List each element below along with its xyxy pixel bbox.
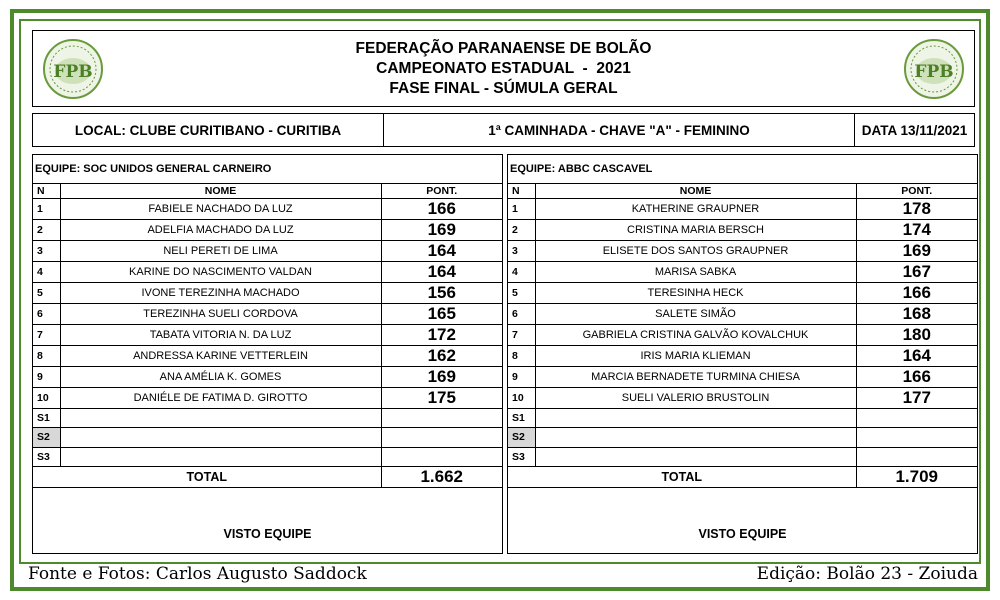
total-value: 1.709 — [856, 467, 977, 488]
col-header-pts: PONT. — [856, 184, 977, 198]
player-points: 178 — [856, 198, 977, 219]
total-row — [33, 467, 502, 488]
player-row — [33, 408, 502, 428]
player-number: 4 — [33, 261, 60, 282]
player-number: 3 — [33, 240, 60, 261]
local-box — [32, 113, 384, 147]
player-points: 165 — [381, 303, 502, 324]
player-number: 2 — [33, 219, 60, 240]
total-label: TOTAL — [33, 467, 381, 488]
event-box — [383, 113, 855, 147]
table-header-row — [33, 184, 502, 198]
player-row — [508, 240, 977, 261]
player-row — [33, 261, 502, 282]
player-name: IRIS MARIA KLIEMAN — [535, 345, 856, 366]
player-name — [535, 408, 856, 428]
total-row — [508, 467, 977, 488]
player-row — [508, 198, 977, 219]
player-name: KARINE DO NASCIMENTO VALDAN — [60, 261, 381, 282]
player-number: 1 — [508, 198, 535, 219]
player-number: 6 — [508, 303, 535, 324]
player-points: 164 — [381, 240, 502, 261]
player-number: 1 — [33, 198, 60, 219]
player-points: 156 — [381, 282, 502, 303]
player-name — [60, 428, 381, 448]
player-number: 9 — [33, 366, 60, 387]
player-number: S3 — [33, 447, 60, 467]
player-name: ADELFIA MACHADO DA LUZ — [60, 219, 381, 240]
player-name: ELISETE DOS SANTOS GRAUPNER — [535, 240, 856, 261]
player-points: 164 — [381, 261, 502, 282]
player-points — [856, 428, 977, 448]
player-name: CRISTINA MARIA BERSCH — [535, 219, 856, 240]
player-row — [508, 447, 977, 467]
player-number: 8 — [33, 345, 60, 366]
col-header-pts: PONT. — [381, 184, 502, 198]
player-number: 2 — [508, 219, 535, 240]
header-line-2: CAMPEONATO ESTADUAL - 2021 — [376, 60, 631, 77]
team-panel-right — [507, 154, 978, 554]
event-label: 1ª CAMINHADA - CHAVE "A" - FEMININO — [488, 122, 750, 138]
table-header-row — [508, 184, 977, 198]
source-credit: Fonte e Fotos: Carlos Augusto Saddock — [28, 564, 367, 584]
col-header-n: N — [33, 184, 60, 198]
player-points: 175 — [381, 387, 502, 408]
player-name: GABRIELA CRISTINA GALVÃO KOVALCHUK — [535, 324, 856, 345]
player-name — [60, 408, 381, 428]
player-row — [508, 345, 977, 366]
score-table — [508, 184, 977, 488]
player-row — [508, 324, 977, 345]
player-row — [33, 219, 502, 240]
player-name: FABIELE NACHADO DA LUZ — [60, 198, 381, 219]
player-points: 177 — [856, 387, 977, 408]
player-number: 9 — [508, 366, 535, 387]
player-number: 7 — [33, 324, 60, 345]
player-number: 4 — [508, 261, 535, 282]
player-name: SALETE SIMÃO — [535, 303, 856, 324]
player-points: 166 — [856, 366, 977, 387]
player-points: 172 — [381, 324, 502, 345]
player-row — [508, 366, 977, 387]
player-name: NELI PERETI DE LIMA — [60, 240, 381, 261]
player-points — [381, 447, 502, 467]
player-name: SUELI VALERIO BRUSTOLIN — [535, 387, 856, 408]
player-name: KATHERINE GRAUPNER — [535, 198, 856, 219]
player-row — [33, 345, 502, 366]
player-points: 162 — [381, 345, 502, 366]
player-row — [508, 261, 977, 282]
player-number: S3 — [508, 447, 535, 467]
team-name: EQUIPE: SOC UNIDOS GENERAL CARNEIRO — [33, 155, 502, 184]
svg-text:FPB: FPB — [53, 62, 93, 82]
date-box — [854, 113, 975, 147]
player-number: 3 — [508, 240, 535, 261]
player-number: 6 — [33, 303, 60, 324]
player-points — [381, 428, 502, 448]
player-points: 169 — [381, 366, 502, 387]
player-number: 5 — [508, 282, 535, 303]
player-row — [33, 324, 502, 345]
player-name: TABATA VITORIA N. DA LUZ — [60, 324, 381, 345]
edition-credit: Edição: Bolão 23 - Zoiuda — [756, 564, 978, 584]
team-panel-left — [32, 154, 503, 554]
player-name: TEREZINHA SUELI CORDOVA — [60, 303, 381, 324]
date-label: DATA 13/11/2021 — [861, 122, 968, 138]
col-header-n: N — [508, 184, 535, 198]
header-box — [32, 30, 975, 107]
player-number: 7 — [508, 324, 535, 345]
player-name: MARCIA BERNADETE TURMINA CHIESA — [535, 366, 856, 387]
player-row — [508, 219, 977, 240]
team-name: EQUIPE: ABBC CASCAVEL — [508, 155, 977, 184]
player-points: 167 — [856, 261, 977, 282]
total-label: TOTAL — [508, 467, 856, 488]
player-number: S1 — [33, 408, 60, 428]
col-header-name: NOME — [535, 184, 856, 198]
player-row — [508, 282, 977, 303]
player-name — [535, 428, 856, 448]
score-table — [33, 184, 502, 488]
player-row — [33, 366, 502, 387]
player-name: DANIÉLE DE FATIMA D. GIROTTO — [60, 387, 381, 408]
visto-equipe-label: VISTO EQUIPE — [223, 527, 312, 541]
player-name — [535, 447, 856, 467]
header-line-1: FEDERAÇÃO PARANAENSE DE BOLÃO — [355, 40, 652, 57]
player-row — [508, 408, 977, 428]
col-header-name: NOME — [60, 184, 381, 198]
player-points: 168 — [856, 303, 977, 324]
player-points: 169 — [856, 240, 977, 261]
player-points — [381, 408, 502, 428]
player-number: S2 — [33, 428, 60, 448]
visto-equipe-label: VISTO EQUIPE — [698, 527, 787, 541]
player-row — [33, 282, 502, 303]
player-row — [508, 303, 977, 324]
player-row — [33, 240, 502, 261]
player-number: 10 — [33, 387, 60, 408]
local-label: LOCAL: CLUBE CURITIBANO - CURITIBA — [74, 122, 342, 138]
player-points: 169 — [381, 219, 502, 240]
player-name: ANDRESSA KARINE VETTERLEIN — [60, 345, 381, 366]
player-number: 10 — [508, 387, 535, 408]
player-points: 166 — [856, 282, 977, 303]
player-number: S1 — [508, 408, 535, 428]
player-row — [33, 198, 502, 219]
player-row — [33, 447, 502, 467]
player-number: 5 — [33, 282, 60, 303]
player-points — [856, 447, 977, 467]
player-row — [33, 428, 502, 448]
player-name — [60, 447, 381, 467]
player-name: MARISA SABKA — [535, 261, 856, 282]
player-row — [33, 303, 502, 324]
player-number: S2 — [508, 428, 535, 448]
federation-logo-right — [902, 37, 966, 101]
player-row — [508, 428, 977, 448]
player-row — [508, 387, 977, 408]
header-line-3: FASE FINAL - SÚMULA GERAL — [389, 80, 618, 97]
player-name: IVONE TEREZINHA MACHADO — [60, 282, 381, 303]
player-points: 166 — [381, 198, 502, 219]
player-points — [856, 408, 977, 428]
player-name: TERESINHA HECK — [535, 282, 856, 303]
player-row — [33, 387, 502, 408]
player-name: ANA AMÉLIA K. GOMES — [60, 366, 381, 387]
player-points: 164 — [856, 345, 977, 366]
svg-text:FPB: FPB — [914, 62, 954, 82]
header-titles — [33, 39, 974, 99]
total-value: 1.662 — [381, 467, 502, 488]
player-points: 180 — [856, 324, 977, 345]
player-points: 174 — [856, 219, 977, 240]
player-number: 8 — [508, 345, 535, 366]
